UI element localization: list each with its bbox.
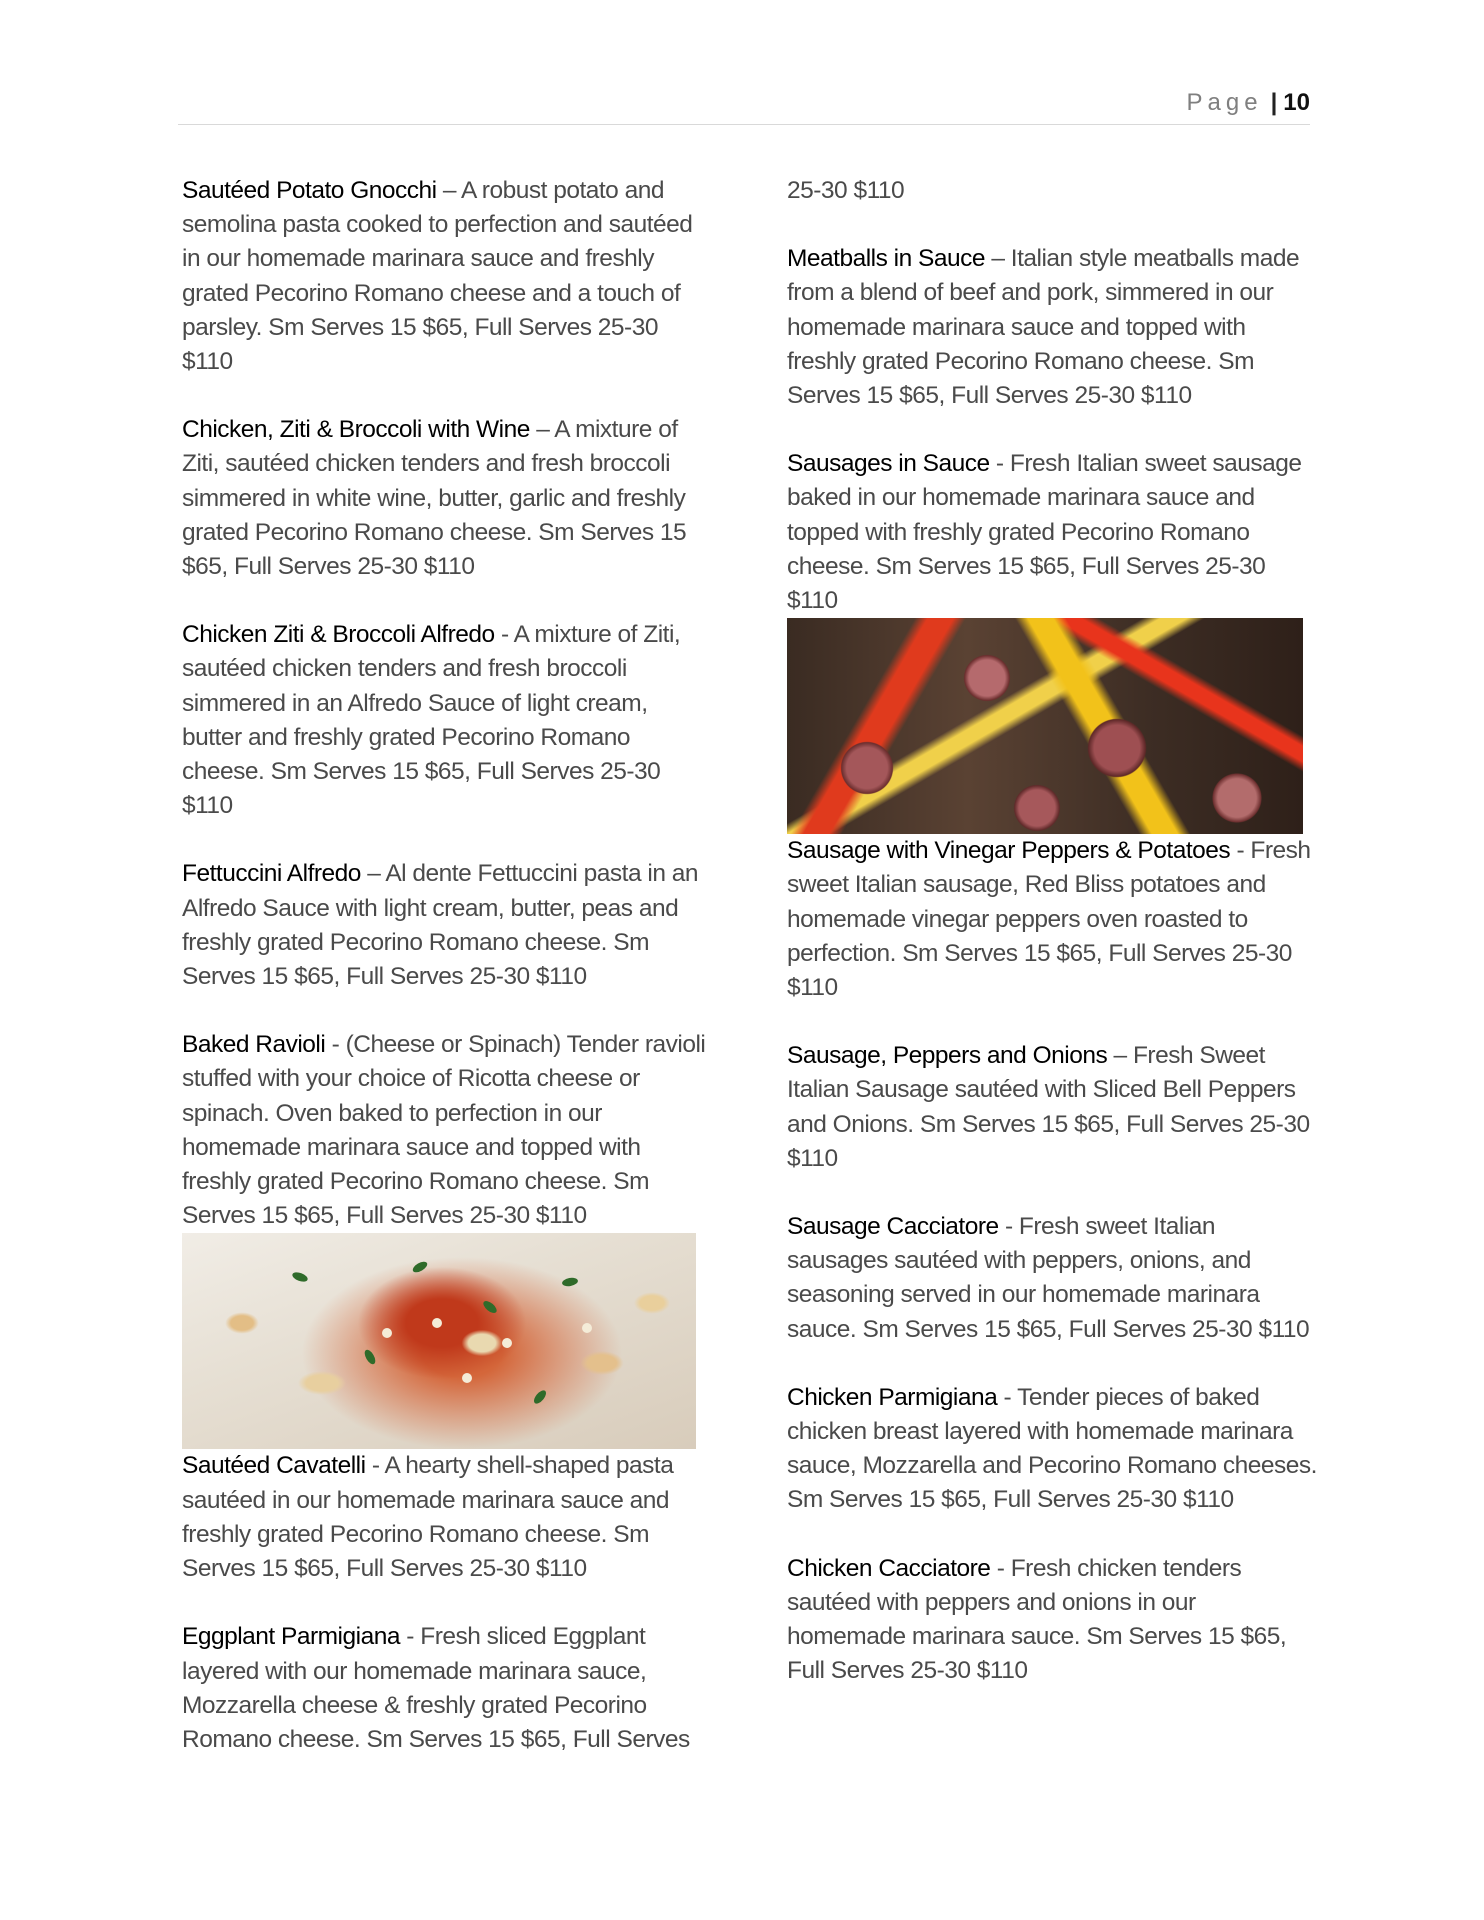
menu-item-sausage-vinegar-peppers: Sausage with Vinegar Peppers & Potatoes - Fresh sweet Italian sausage, Red Bliss potatoes and homemade vinegar peppers oven roasted to perfection. Sm Serves 15 $65, Full Serves 25-30 $110 bbox=[787, 837, 1311, 1002]
menu-item-description: Fresh chicken tenders sautéed with peppers and onions in our homemade marinara sauce. Sm Serves 15 $65, Full Serves 25-30 $110 bbox=[787, 1554, 1287, 1685]
menu-item-name: Chicken Cacciatore bbox=[787, 1554, 991, 1582]
menu-item-description: Italian style meatballs made from a blend of beef and pork, simmered in our homemade marinara sauce and topped with freshly grated Pecorino Romano cheese. Sm Serves 15 $65, Full Serves 25-30 $110 bbox=[787, 245, 1300, 410]
menu-item-baked-ravioli: Baked Ravioli - (Cheese or Spinach) Tender ravioli stuffed with your choice of Ricotta cheese or spinach. Oven baked to perfection in our homemade marinara sauce and topped with freshly grated Pecorino Romano cheese. Sm Serves 15 $65, Full Serves 25-30 $110 bbox=[182, 1031, 706, 1230]
menu-item-description: A mixture of Ziti, sautéed chicken tenders and fresh broccoli simmered in an Alfredo Sauce of light cream, butter and freshly grated Pecorino Romano cheese. Sm Serves 15 $65, Full Serves 25-30 $110 bbox=[182, 621, 681, 820]
menu-item-sausage-cacciatore: Sausage Cacciatore - Fresh sweet Italian sausages sautéed with peppers, onions, and seasoning served in our homemade marinara sauce. Sm Serves 15 $65, Full Serves 25-30 $110 bbox=[787, 1213, 1310, 1343]
menu-item-name: Baked Ravioli bbox=[182, 1031, 326, 1059]
menu-item-chicken-parmigiana: Chicken Parmigiana - Tender pieces of baked chicken breast layered with homemade marinara sauce, Mozzarella and Pecorino Romano cheeses. Sm Serves 15 $65, Full Serves 25-30 $110 bbox=[787, 1383, 1317, 1514]
page-label: Page bbox=[1186, 89, 1263, 116]
menu-item-chicken-cacciatore: Chicken Cacciatore - Fresh chicken tenders sautéed with peppers and onions in our homemade marinara sauce. Sm Serves 15 $65, Full Serves 25-30 $110 bbox=[787, 1554, 1287, 1685]
menu-item-sausage-peppers-onions: Sausage, Peppers and Onions – Fresh Sweet Italian Sausage sautéed with Sliced Bell Peppers and Onions. Sm Serves 15 $65, Full Serves 25-30 $110 bbox=[787, 1042, 1310, 1172]
sausage-peppers-photo bbox=[787, 618, 1303, 834]
cavatelli-photo bbox=[182, 1233, 696, 1449]
menu-item-cavatelli: Sautéed Cavatelli - A hearty shell-shaped pasta sautéed in our homemade marinara sauce and freshly grated Pecorino Romano cheese. Sm Serves 15 $65, Full Serves 25-30 $110 bbox=[182, 1452, 674, 1583]
menu-item-meatballs: Meatballs in Sauce – Italian style meatballs made from a blend of beef and pork, simmered in our homemade marinara sauce and topped with freshly grated Pecorino Romano cheese. Sm Serves 15 $65, Full Serves 25-30 $110 bbox=[787, 245, 1300, 410]
menu-item-name: Sausage Cacciatore bbox=[787, 1213, 999, 1241]
menu-item-name: Sausage, Peppers and Onions bbox=[787, 1042, 1108, 1070]
menu-item-name: Eggplant Parmigiana bbox=[182, 1623, 400, 1651]
menu-item-name: Sautéed Cavatelli bbox=[182, 1452, 366, 1480]
menu-item-name: Fettuccini Alfredo bbox=[182, 860, 361, 888]
menu-item-description: A robust potato and semolina pasta cooked to perfection and sautéed in our homemade marinara sauce and freshly grated Pecorino Romano cheese and a touch of parsley. Sm Serves 15 $65, Full Serves 25-30 $110 bbox=[182, 177, 693, 376]
page-separator: | bbox=[1270, 89, 1278, 116]
menu-item-name: Meatballs in Sauce bbox=[787, 245, 986, 273]
menu-item-description: Tender pieces of baked chicken breast layered with homemade marinara sauce, Mozzarella and Pecorino Romano cheeses. Sm Serves 15 $65, Full Serves 25-30 $110 bbox=[787, 1383, 1317, 1514]
menu-item-name: Sautéed Potato Gnocchi bbox=[182, 177, 437, 204]
menu-item-description: Fresh sweet Italian sausage, Red Bliss potatoes and homemade vinegar peppers oven roasted to perfection. Sm Serves 15 $65, Full Serves 25-30 $110 bbox=[787, 837, 1311, 1002]
menu-item-name: Chicken Ziti & Broccoli Alfredo bbox=[182, 621, 495, 649]
left-column bbox=[182, 174, 712, 1791]
menu-item-name: Sausages in Sauce bbox=[787, 450, 990, 478]
menu-item-gnocchi: Sautéed Potato Gnocchi – A robust potato and semolina pasta cooked to perfection and sautéed in our homemade marinara sauce and freshly grated Pecorino Romano cheese and a touch of parsley. Sm Serves 15 $65, Full Serves 25-30 $110 bbox=[182, 177, 693, 376]
menu-item-fettuccini-alfredo: Fettuccini Alfredo – Al dente Fettuccini pasta in an Alfredo Sauce with light cream, butter, peas and freshly grated Pecorino Romano cheese. Sm Serves 15 $65, Full Serves 25-30 $110 bbox=[182, 860, 699, 991]
menu-item-description: (Cheese or Spinach) Tender ravioli stuffed with your choice of Ricotta cheese or spinach. Oven baked to perfection in our homemade marinara sauce and topped with freshly grated Pecorino Romano cheese. Sm Serves 15 $65, Full Serves 25-30 $110 bbox=[182, 1031, 706, 1230]
menu-item-description: Fresh sweet Italian sausages sautéed with peppers, onions, and seasoning served in our homemade marinara sauce. Sm Serves 15 $65, Full Serves 25-30 $110 bbox=[787, 1213, 1310, 1343]
menu-item-description: A mixture of Ziti, sautéed chicken tenders and fresh broccoli simmered in white wine, butter, garlic and freshly grated Pecorino Romano cheese. Sm Serves 15 $65, Full Serves 25-30 $110 bbox=[182, 416, 687, 581]
menu-item-description: Fresh Sweet Italian Sausage sautéed with Sliced Bell Peppers and Onions. Sm Serves 15 $65, Full Serves 25-30 $110 bbox=[787, 1042, 1310, 1172]
menu-item-eggplant-parmigiana: Eggplant Parmigiana - Fresh sliced Eggplant layered with our homemade marinara sauce, Mozzarella cheese & freshly grated Pecorino Romano cheese. Sm Serves 15 $65, Full Serves bbox=[182, 1623, 690, 1753]
right-column bbox=[787, 174, 1317, 1723]
continued-price: 25-30 $110 bbox=[787, 177, 905, 204]
menu-item-name: Chicken Parmigiana bbox=[787, 1383, 998, 1411]
menu-item-chicken-ziti-alfredo: Chicken Ziti & Broccoli Alfredo - A mixture of Ziti, sautéed chicken tenders and fresh broccoli simmered in an Alfredo Sauce of light cream, butter and freshly grated Pecorino Romano cheese. Sm Serves 15 $65, Full Serves 25-30 $110 bbox=[182, 621, 681, 820]
menu-item-description: Al dente Fettuccini pasta in an Alfredo Sauce with light cream, butter, peas and freshly grated Pecorino Romano cheese. Sm Serves 15 $65, Full Serves 25-30 $110 bbox=[182, 860, 699, 991]
page-header bbox=[178, 86, 1310, 125]
menu-item-description: Fresh Italian sweet sausage baked in our homemade marinara sauce and topped with freshly grated Pecorino Romano cheese. Sm Serves 15 $65, Full Serves 25-30 $110 bbox=[787, 450, 1302, 615]
menu-item-description: A hearty shell-shaped pasta sautéed in our homemade marinara sauce and freshly grated Pecorino Romano cheese. Sm Serves 15 $65, Full Serves 25-30 $110 bbox=[182, 1452, 674, 1583]
menu-item-chicken-ziti-wine: Chicken, Ziti & Broccoli with Wine – A mixture of Ziti, sautéed chicken tenders and fresh broccoli simmered in white wine, butter, garlic and freshly grated Pecorino Romano cheese. Sm Serves 15 $65, Full Serves 25-30 $110 bbox=[182, 416, 687, 581]
menu-item-name: Sausage with Vinegar Peppers & Potatoes bbox=[787, 837, 1231, 865]
menu-item-sausages-in-sauce: Sausages in Sauce - Fresh Italian sweet sausage baked in our homemade marinara sauce and topped with freshly grated Pecorino Romano cheese. Sm Serves 15 $65, Full Serves 25-30 $110 bbox=[787, 450, 1302, 615]
menu-item-description: Fresh sliced Eggplant layered with our homemade marinara sauce, Mozzarella cheese & freshly grated Pecorino Romano cheese. Sm Serves 15 $65, Full Serves bbox=[182, 1623, 690, 1753]
page-number: 10 bbox=[1283, 89, 1310, 116]
menu-item-name: Chicken, Ziti & Broccoli with Wine bbox=[182, 416, 530, 444]
